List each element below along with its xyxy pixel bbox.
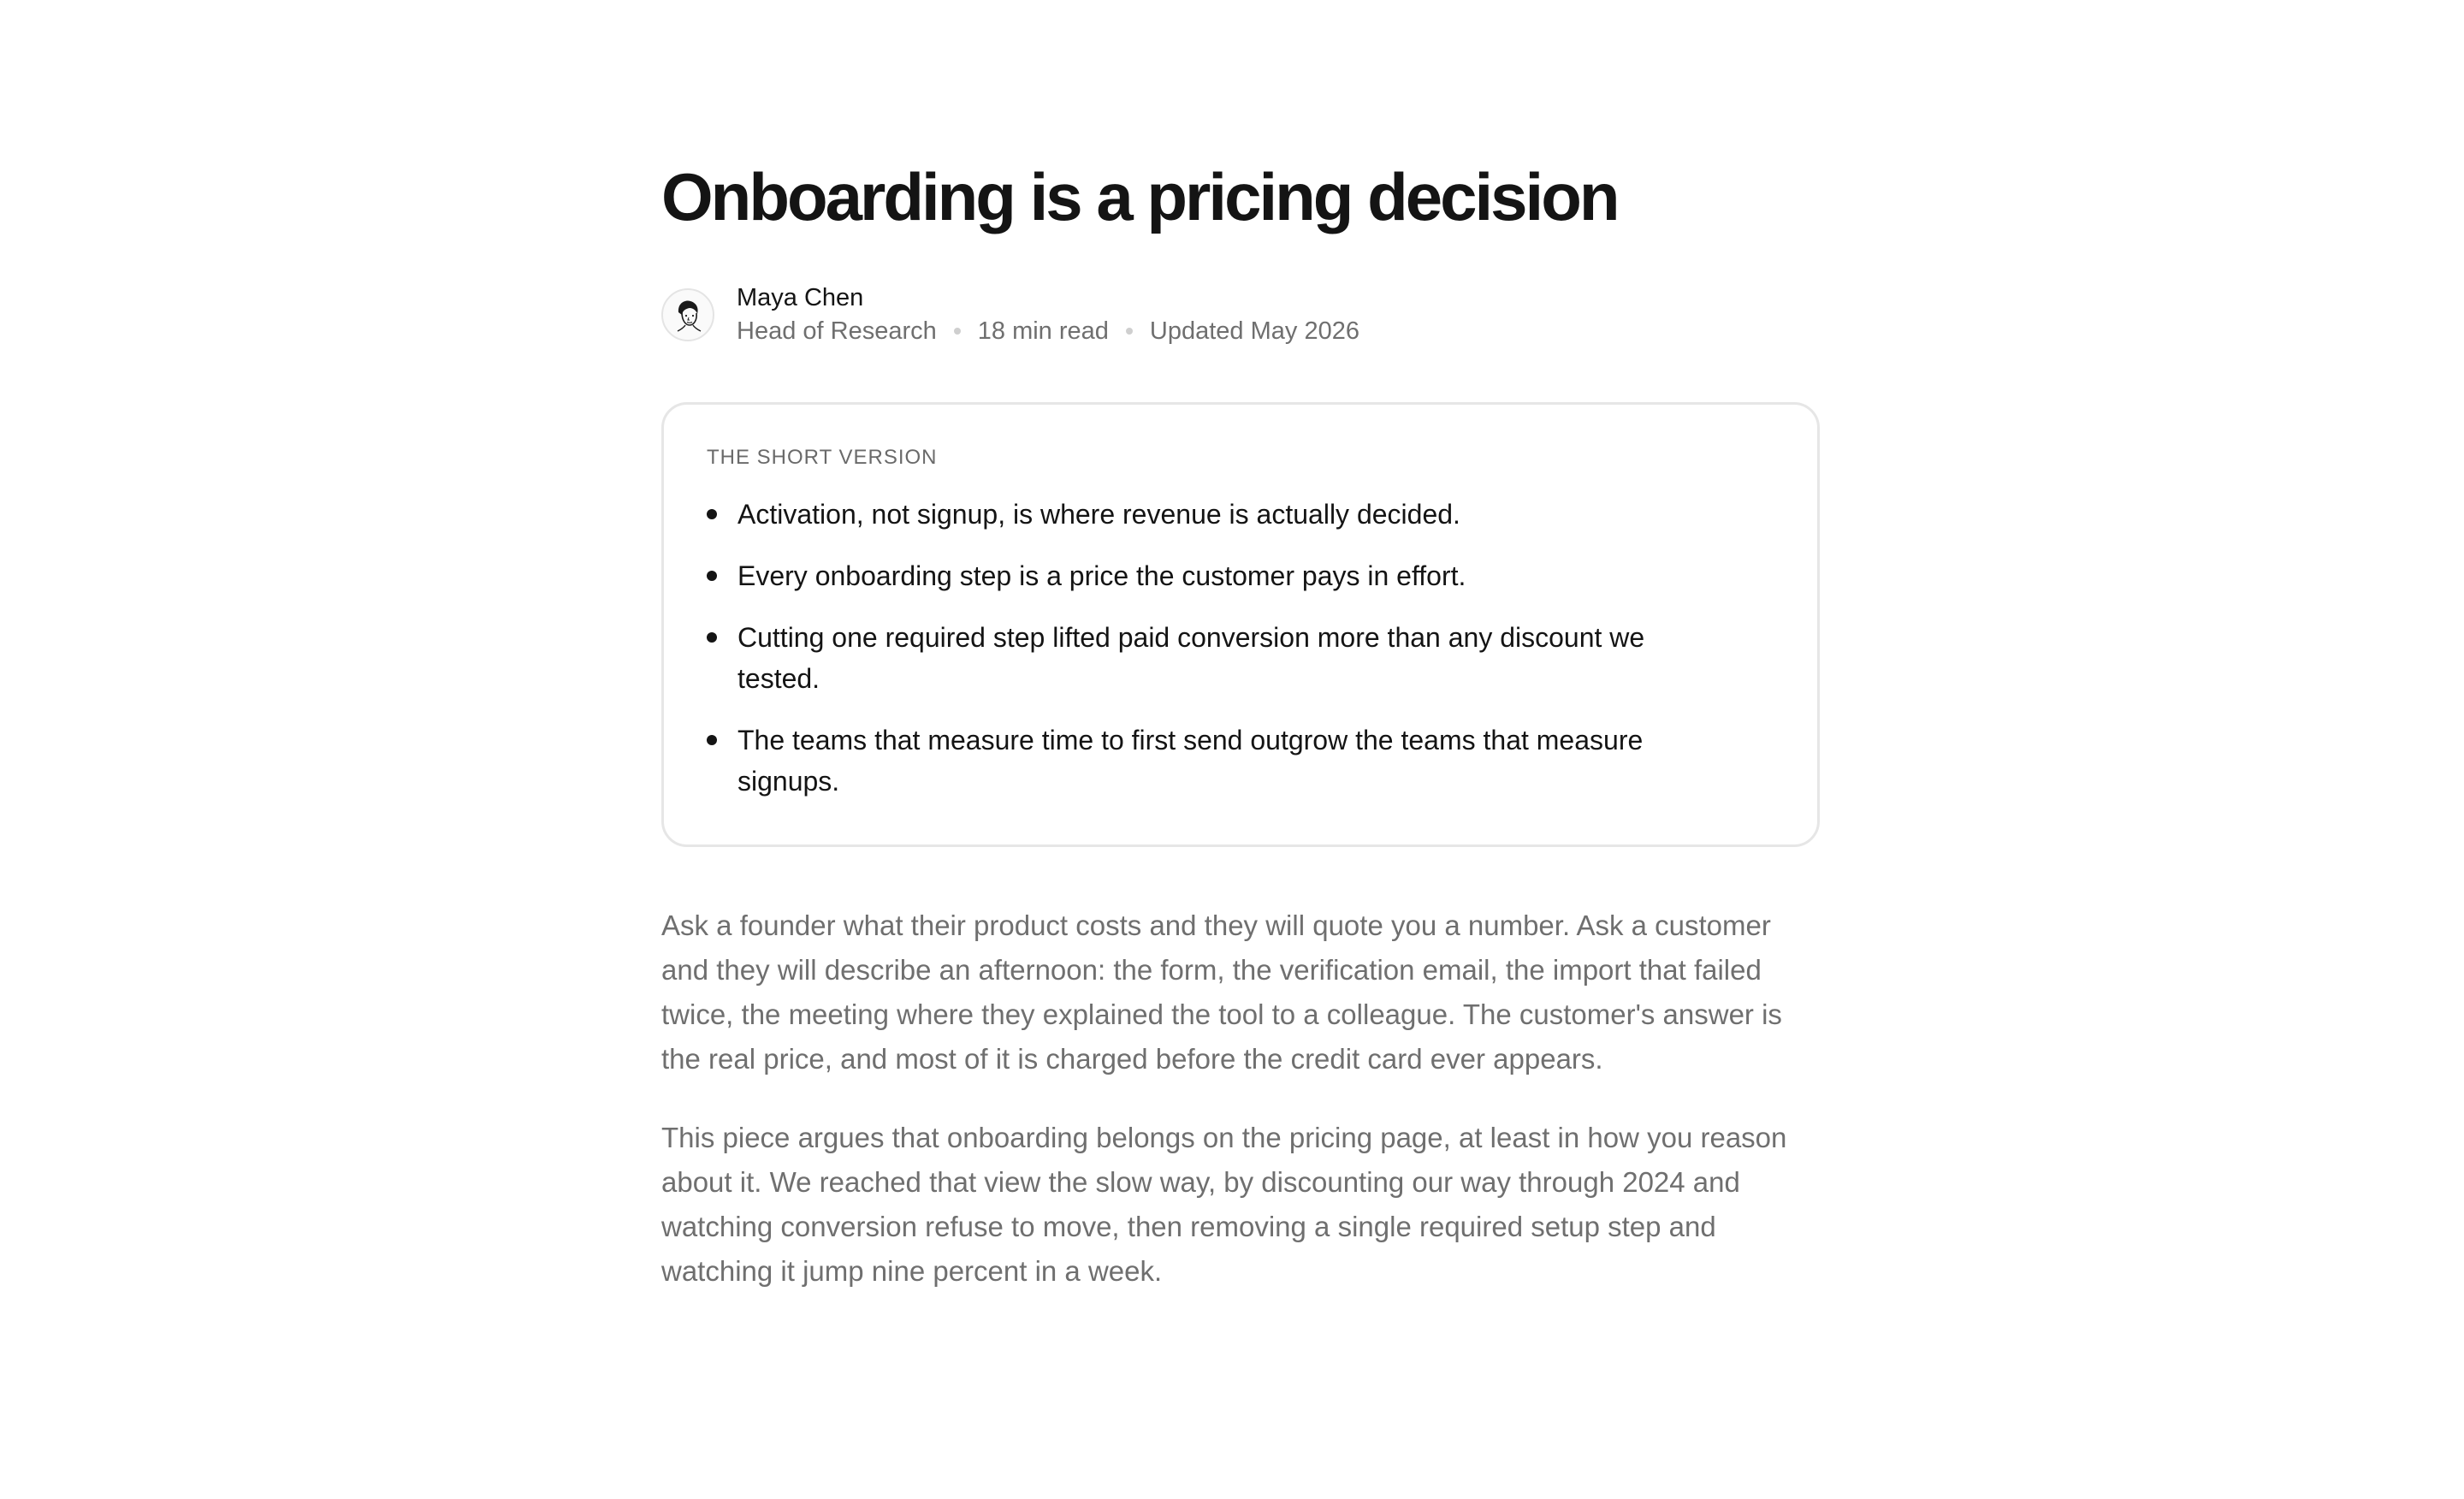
bullet-icon (707, 571, 717, 581)
byline (661, 281, 1820, 349)
byline-text (737, 281, 1359, 348)
summary-item-text: Every onboarding step is a price the customer pays in effort. (737, 560, 1466, 591)
summary-heading: THE SHORT VERSION (707, 446, 938, 469)
meta-separator-dot (1126, 328, 1133, 335)
bullet-icon (707, 735, 717, 745)
summary-list (707, 494, 1774, 802)
body-paragraph: Ask a founder what their product costs and they will quote you a number. Ask a customer and they will describe an afternoon: the form, the verification email, the import that failed twice, the meeting where they explained the tool to a colleague. The customer's answer is the real price, and most of it is charged before the credit card ever appears. (661, 909, 1782, 1075)
author-avatar[interactable] (661, 288, 714, 341)
author-name[interactable]: Maya Chen (737, 284, 864, 311)
summary-item (707, 555, 1704, 596)
summary-item-text: Activation, not signup, is where revenue is actually decided. (737, 499, 1460, 530)
summary-item (707, 494, 1704, 535)
summary-item (707, 720, 1704, 802)
article-title: Onboarding is a pricing decision (661, 159, 1618, 234)
body-paragraph: This piece argues that onboarding belongs on the pricing page, at least in how you reason about it. We reached that view the slow way, by discounting our way through 2024 and watching conversion refuse to move, then removing a single required setup step and watching it jump nine percent in a week. (661, 1122, 1787, 1287)
author-portrait-icon (666, 293, 709, 336)
article (661, 145, 1820, 1294)
updated-date: Updated May 2026 (1149, 317, 1359, 345)
article-meta (737, 314, 1359, 348)
read-time: 18 min read (977, 317, 1109, 345)
summary-item-text: Cutting one required step lifted paid conversion more than any discount we tested. (737, 622, 1645, 694)
author-role: Head of Research (737, 317, 937, 345)
summary-card (661, 402, 1820, 847)
meta-separator-dot (954, 328, 961, 335)
bullet-icon (707, 509, 717, 519)
bullet-icon (707, 632, 717, 643)
summary-item-text: The teams that measure time to first send outgrow the teams that measure signups. (737, 725, 1644, 797)
summary-item (707, 617, 1704, 699)
